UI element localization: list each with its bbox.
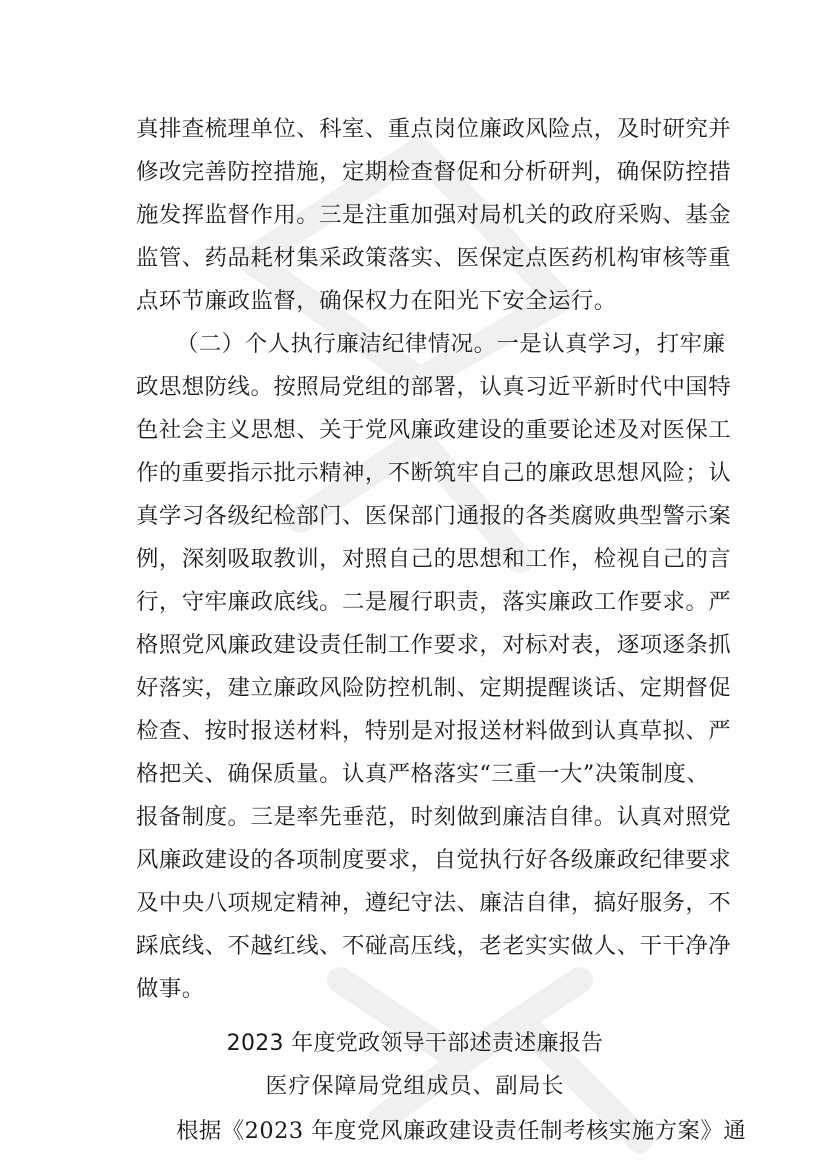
paragraph-line: 例，深刻吸取教训，对照自己的思想和工作，检视自己的言 bbox=[136, 546, 732, 572]
paragraph-line: 及中央八项规定精神，遵纪守法、廉洁自律，搞好服务，不 bbox=[136, 890, 732, 916]
paragraph-line: 做事。 bbox=[136, 976, 205, 1002]
paragraph-line: 修改完善防控措施，定期检查督促和分析研判，确保防控措 bbox=[136, 159, 732, 185]
paragraph-line: 检查、按时报送材料，特别是对报送材料做到认真草拟、严 bbox=[136, 718, 732, 744]
paragraph-line: 施发挥监督作用。三是注重加强对局机关的政府采购、基金 bbox=[136, 202, 732, 228]
paragraph-line: 根据《2023 年度党风廉政建设责任制考核实施方案》通 bbox=[176, 1118, 747, 1144]
paragraph-line: 风廉政建设的各项制度要求，自觉执行好各级廉政纪律要求 bbox=[136, 847, 732, 873]
paragraph-line: 报备制度。三是率先垂范，时刻做到廉洁自律。认真对照党 bbox=[136, 804, 732, 830]
report-subtitle: 医疗保障局党组成员、副局长 bbox=[265, 1074, 565, 1099]
paragraph-line: 作的重要指示批示精神，不断筑牢自己的廉政思想风险；认 bbox=[136, 460, 732, 486]
paragraph-line: 政思想防线。按照局党组的部署，认真习近平新时代中国特 bbox=[136, 374, 732, 400]
paragraph-line: 色社会主义思想、关于党风廉政建设的重要论述及对医保工 bbox=[136, 417, 732, 443]
paragraph-line: 监管、药品耗材集采政策落实、医保定点医药机构审核等重 bbox=[136, 245, 732, 271]
paragraph-line: 格把关、确保质量。认真严格落实“三重一大”决策制度、 bbox=[136, 761, 710, 787]
paragraph-line: 真学习各级纪检部门、医保部门通报的各类腐败典型警示案 bbox=[136, 503, 732, 529]
paragraph-line: 点环节廉政监督，确保权力在阳光下安全运行。 bbox=[136, 288, 617, 314]
report-title: 2023 年度党政领导干部述责述廉报告 bbox=[226, 1031, 604, 1056]
section-heading-line: （二）个人执行廉洁纪律情况。一是认真学习，打牢廉 bbox=[176, 331, 726, 357]
paragraph-line: 好落实，建立廉政风险防控机制、定期提醒谈话、定期督促 bbox=[136, 675, 732, 701]
paragraph-line: 真排查梳理单位、科室、重点岗位廉政风险点，及时研究并 bbox=[136, 116, 732, 142]
paragraph-line: 行，守牢廉政底线。二是履行职责，落实廉政工作要求。严 bbox=[136, 589, 732, 615]
paragraph-line: 踩底线、不越红线、不碰高压线，老老实实做人、干干净净 bbox=[136, 933, 732, 959]
paragraph-line: 格照党风廉政建设责任制工作要求，对标对表，逐项逐条抓 bbox=[136, 632, 732, 658]
